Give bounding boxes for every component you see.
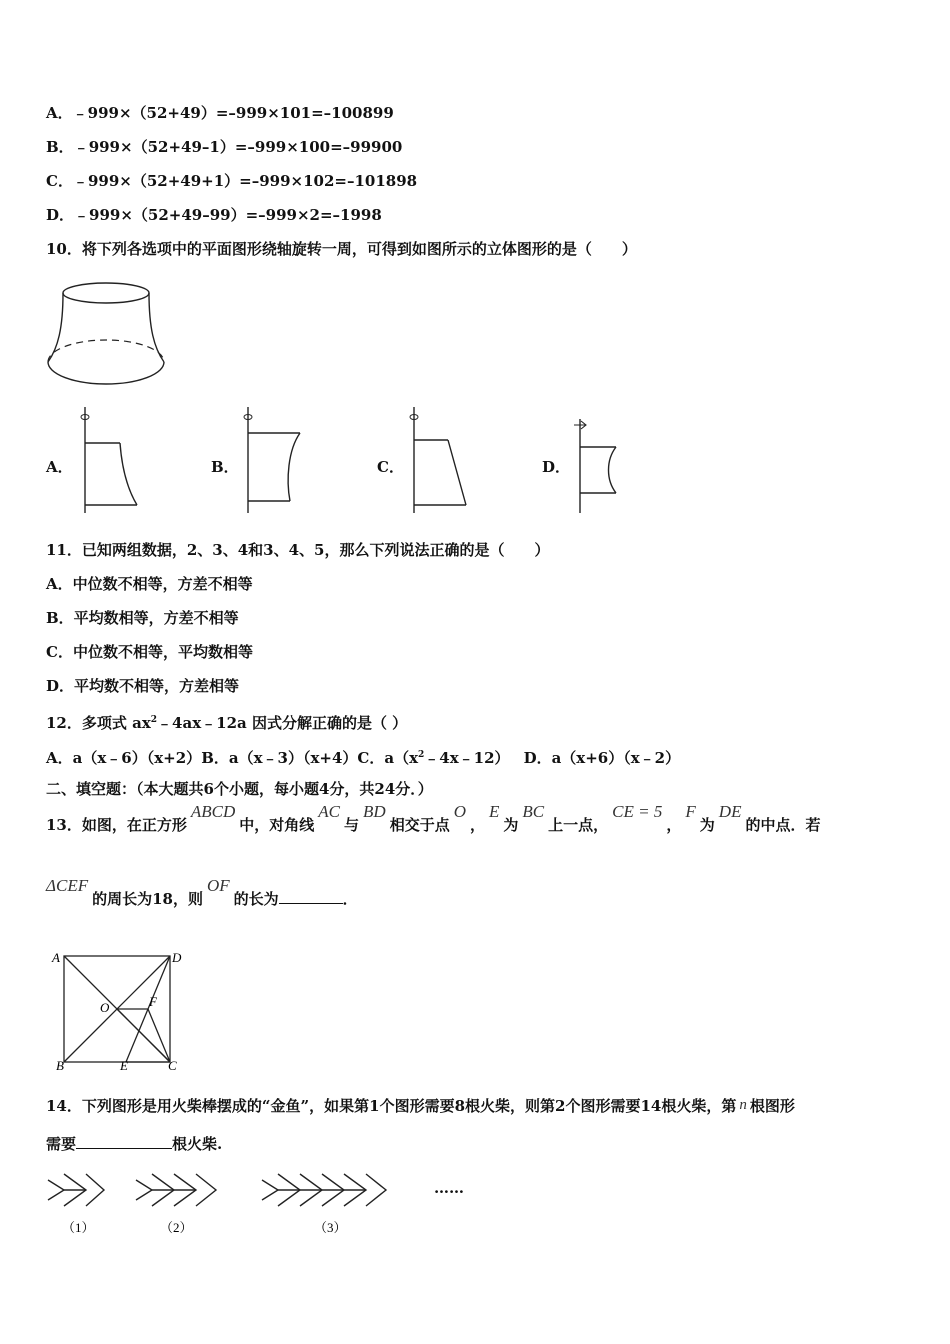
q13-label-f: F [149,994,157,1009]
q9-option-d: D．﹣999×（52+49–99）=–999×2=–1998 [46,206,382,224]
q13-label-d: D [172,950,182,965]
q14-fish-2 [132,1170,242,1242]
q14-caption-2: （2） [160,1220,193,1235]
q13-label-b: B [56,1058,64,1073]
q13-label-o: O [100,1000,110,1015]
q12-option-c: C．$a(x^2﹣4x﹣12)$ [357,749,510,767]
q12-stem: 12．多项式 $ax^2﹣4ax﹣12a$ 因式分解正确的是（ ） [46,714,408,732]
q13-label-c: C [168,1058,177,1073]
q13-answer-blank[interactable] [279,903,343,904]
q10-option-b-figure [230,405,310,517]
q11-option-a: A．中位数不相等，方差不相等 [46,575,253,593]
q13-stem-line2: ΔCEF的周长为18，则OF的长为 ． [46,876,358,908]
q14-stem-line2: 需要 根火柴. [46,1135,223,1153]
q14-stem-line1: 14．下列图形是用火柴棒摆成的“金鱼”，如果第1个图形需要8根火柴，则第2个图形需要14根火柴，第 n 根图形 [46,1097,795,1115]
q11-option-b: B．平均数相等，方差不相等 [46,609,239,627]
q9-option-a: A．﹣999×（52+49）=–999×101=–100899 [46,104,394,122]
q10-option-d-label: D． [542,458,571,476]
q11-stem: 11．已知两组数据，2、3、4和3、4、5，那么下列说法正确的是（ ） [46,541,550,559]
q11-option-c: C．中位数不相等，平均数相等 [46,643,253,661]
q10-option-b-label: B． [211,458,239,476]
q10-option-c-label: C． [377,458,404,476]
q12-option-d: D．a（x+6）（x﹣2） [523,749,681,767]
q10-option-c-figure [396,405,476,517]
q13-stem-line1: 13．如图，在正方形ABCD中，对角线AC与BD相交于点O，E为BC上一点，CE = 5，F为DE的中点．若 [46,802,821,834]
q10-option-d-figure [562,405,642,517]
q9-option-b: B．﹣999×（52+49–1）=–999×100=–99900 [46,138,403,156]
q14-fish-3 [258,1170,408,1242]
q12-option-b: B．a（x﹣3）（x+4） [201,749,358,767]
q14-ellipsis: …… [434,1179,464,1197]
q10-option-a-figure [66,405,146,517]
q13-label-e: E [120,1058,128,1073]
q12-option-a: A．a（x﹣6）（x+2） [46,749,202,767]
q10-option-a-label: A． [46,458,73,476]
section-title-fill-in: 二、填空题：（本大题共6个小题，每小题4分，共24分．） [46,780,433,798]
q14-caption-1: （1） [62,1220,95,1235]
q14-caption-3: （3） [314,1220,347,1235]
q13-label-a: A [52,950,60,965]
q11-option-d: D．平均数不相等，方差相等 [46,677,240,695]
solid-figure [44,278,172,390]
q10-stem: 10．将下列各选项中的平面图形绕轴旋转一周，可得到如图所示的立体图形的是（ ） [46,240,637,258]
q14-answer-blank[interactable] [76,1148,172,1149]
q12-options [46,745,680,768]
q14-fish-1 [44,1170,124,1242]
q9-option-c: C．﹣999×（52+49+1）=–999×102=–101898 [46,172,418,190]
q13-square-figure [50,946,190,1074]
